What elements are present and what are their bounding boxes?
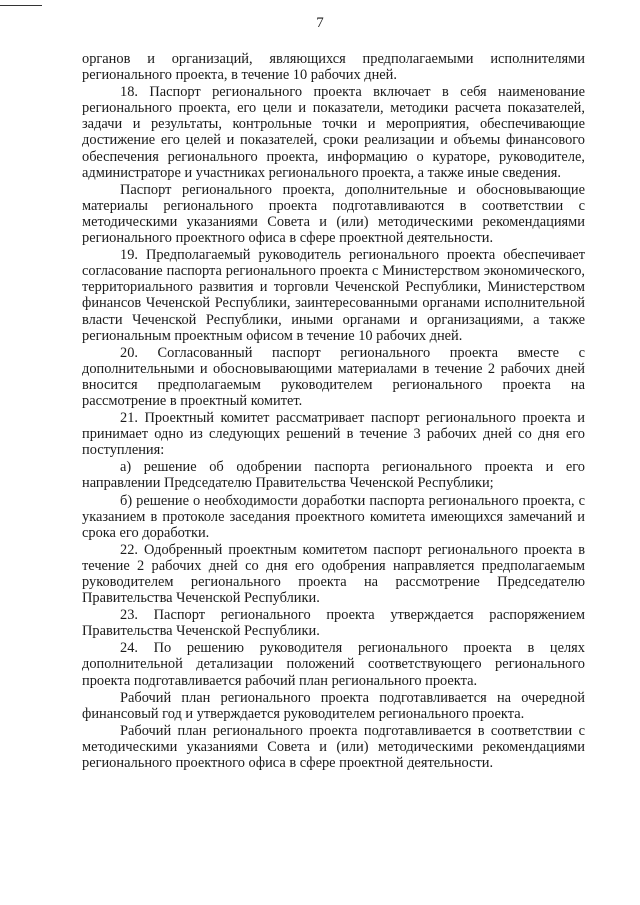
paragraph-21a: а) решение об одобрении паспорта регионального проекта и его направлении Председателю Правительства Чеченской Республики; [82, 459, 585, 492]
page-number: 7 [316, 15, 324, 31]
paragraph-24: 24. По решению руководителя регионального проекта в целях дополнительной детализации положений соответствующего регионального проекта подготавливается рабочий план регионального проекта. [82, 640, 585, 689]
paragraph-19: 19. Предполагаемый руководитель регионального проекта обеспечивает согласование паспорта регионального проекта с Министерством экономического, территориального развития и торговли Чеченской Республики, Министерством финансов Чеченской Республики, заинтересованными органами исполнительной власти Чеченской Республики, иными органами и организациями, а также региональным проектным офисом в течение 10 рабочих дней. [82, 247, 585, 344]
paragraph-work-plan: Рабочий план регионального проекта подготавливается на очередной финансовый год и утверждается руководителем регионального проекта. [82, 689, 585, 722]
paragraph-22: 22. Одобренный проектным комитетом паспорт регионального проекта в течение 2 рабочих дней со дня его одобрения направляется предполагаемым руководителем регионального проекта на рассмотрение Председателю Правительства Чеченской Республики. [82, 541, 585, 607]
paragraph-23: 23. Паспорт регионального проекта утверждается распоряжением Правительства Чеченской Республики. [82, 607, 585, 640]
paragraph-work-plan-methodology: Рабочий план регионального проекта подготавливается в соответствии с методическими указаниями Совета и (или) методическими рекомендациями регионального проектного офиса в сфере проектной деятельности. [82, 722, 585, 772]
paragraph-20: 20. Согласованный паспорт регионального проекта вместе с дополнительными и обосновывающими материалами в течение 2 рабочих дней вносится предполагаемым руководителем регионального проекта на рассмотрение в проектный комитет. [82, 344, 585, 409]
paragraph-21: 21. Проектный комитет рассматривает паспорт регионального проекта и принимает одно из следующих решений в течение 3 рабочих дней со дня его поступления: [82, 410, 585, 459]
paragraph-18: 18. Паспорт регионального проекта включает в себя наименование регионального проекта, его цели и показатели, методики расчета показателей, задачи и результаты, контрольные точки и мероприятия, обеспечивающие достижение его целей и показателей, сроки реализации и объемы финансового обеспечения регионального проекта, информацию о кураторе, руководителе, администраторе и участниках регионального проекта, а также иные сведения. [82, 84, 585, 181]
paragraph-21b: б) решение о необходимости доработки паспорта регионального проекта, с указанием в протоколе заседания проектного комитета имеющихся замечаний и срока его доработки. [82, 492, 585, 541]
document-body [82, 51, 585, 772]
paragraph-continuation: органов и организаций, являющихся предполагаемыми исполнителями регионального проекта, в течение 10 рабочих дней. [82, 51, 585, 84]
scan-corner-line [0, 5, 42, 6]
paragraph-passport-materials: Паспорт регионального проекта, дополнительные и обосновывающие материалы регионального проекта подготавливаются в соответствии с методическими указаниями Совета и (или) методическими рекомендациями регионального проектного офиса в сфере проектной деятельности. [82, 181, 585, 247]
